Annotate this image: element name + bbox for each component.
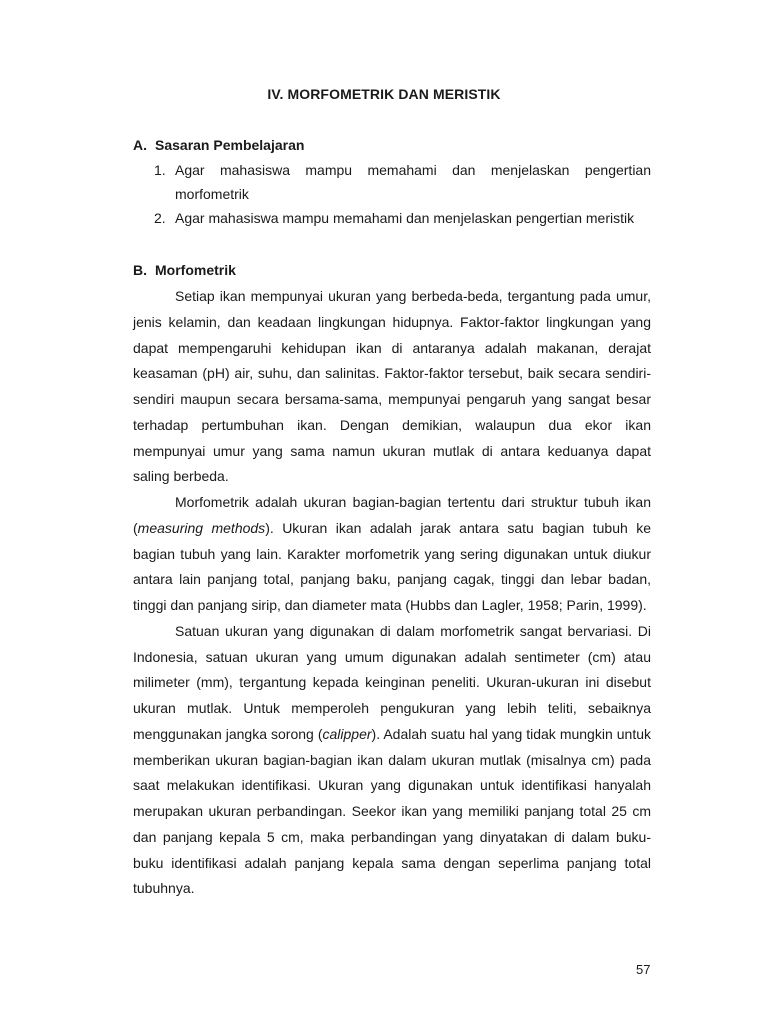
section-b-title: Morfometrik	[155, 262, 236, 278]
section-b-letter: B.	[133, 262, 147, 278]
paragraph-1: Setiap ikan mempunyai ukuran yang berbeda-beda, tergantung pada umur, jenis kelamin, dan keadaan lingkungan hidupnya. Faktor-faktor lingkungan yang dapat mempengaruhi kehidupan ikan di antaranya adalah makanan, derajat keasaman (pH) air, suhu, dan salinitas. Faktor-faktor tersebut, baik secara sendiri-sendiri maupun secara bersama-sama, mempunyai pengaruh yang sangat besar terhadap pertumbuhan ikan. Dengan demikian, walaupun dua ekor ikan mempunyai umur yang sama namun ukuran mutlak di antara keduanya dapat saling berbeda.	[133, 288, 651, 485]
list-item	[154, 158, 651, 206]
list-item-text: Agar mahasiswa mampu memahami dan menjelaskan pengertian morfometrik	[175, 162, 651, 202]
list-item-number: 2.	[154, 210, 166, 226]
list-item-number: 1.	[154, 162, 166, 178]
paragraph-2-text-a: Morfometrik adalah ukuran bagian-bagian tertentu dari struktur tubuh ikan (	[133, 494, 651, 536]
section-b-heading	[133, 262, 236, 278]
paragraph-3-emphasis: calipper	[322, 725, 372, 742]
paragraph-3	[133, 619, 651, 902]
list-item	[154, 206, 651, 230]
section-a-title: Sasaran Pembelajaran	[155, 137, 305, 153]
paragraph-2-text-b: ). Ukuran ikan adalah jarak antara satu bagian tubuh ke bagian tubuh yang lain. Karakter morfometrik yang sering digunakan untuk diukur antara lain panjang total, panjang baku, panjang cagak, tinggi dan lebar badan, tinggi dan panjang sirip, dan diameter mata (Hubbs dan Lagler, 1958; Parin, 1999).	[133, 519, 651, 613]
list-item-text: Agar mahasiswa mampu memahami dan menjelaskan pengertian meristik	[175, 210, 635, 226]
section-a-heading	[133, 137, 304, 153]
paragraph-2-emphasis: measuring methods	[137, 519, 266, 536]
paragraph-3-text-a: Satuan ukuran yang digunakan di dalam morfometrik sangat bervariasi. Di Indonesia, satuan ukuran yang umum digunakan adalah sentimeter (cm) atau milimeter (mm), tergantung kepada keinginan peneliti. Ukuran-ukuran ini disebut ukuran mutlak. Untuk memperoleh pengukuran yang lebih teliti, sebaiknya menggunakan jangka sorong (	[133, 622, 651, 742]
chapter-title: IV. MORFOMETRIK DAN MERISTIK	[267, 86, 501, 102]
section-a-letter: A.	[133, 137, 147, 153]
learning-objectives-list	[154, 158, 651, 230]
page-number: 57	[636, 962, 651, 977]
section-b-body	[133, 284, 651, 902]
paragraph-3-text-b: ). Adalah suatu hal yang tidak mungkin untuk memberikan ukuran bagian-bagian ikan dalam ukuran mutlak (misalnya cm) pada saat melakukan identifikasi. Ukuran yang digunakan untuk identifikasi hanyalah merupakan ukuran perbandingan. Seekor ikan yang memiliki panjang total 25 cm dan panjang kepala 5 cm, maka perbandingan yang dinyatakan di dalam buku-buku identifikasi adalah panjang kepala sama dengan seperlima panjang total tubuhnya.	[133, 725, 651, 897]
paragraph-2	[133, 490, 651, 619]
